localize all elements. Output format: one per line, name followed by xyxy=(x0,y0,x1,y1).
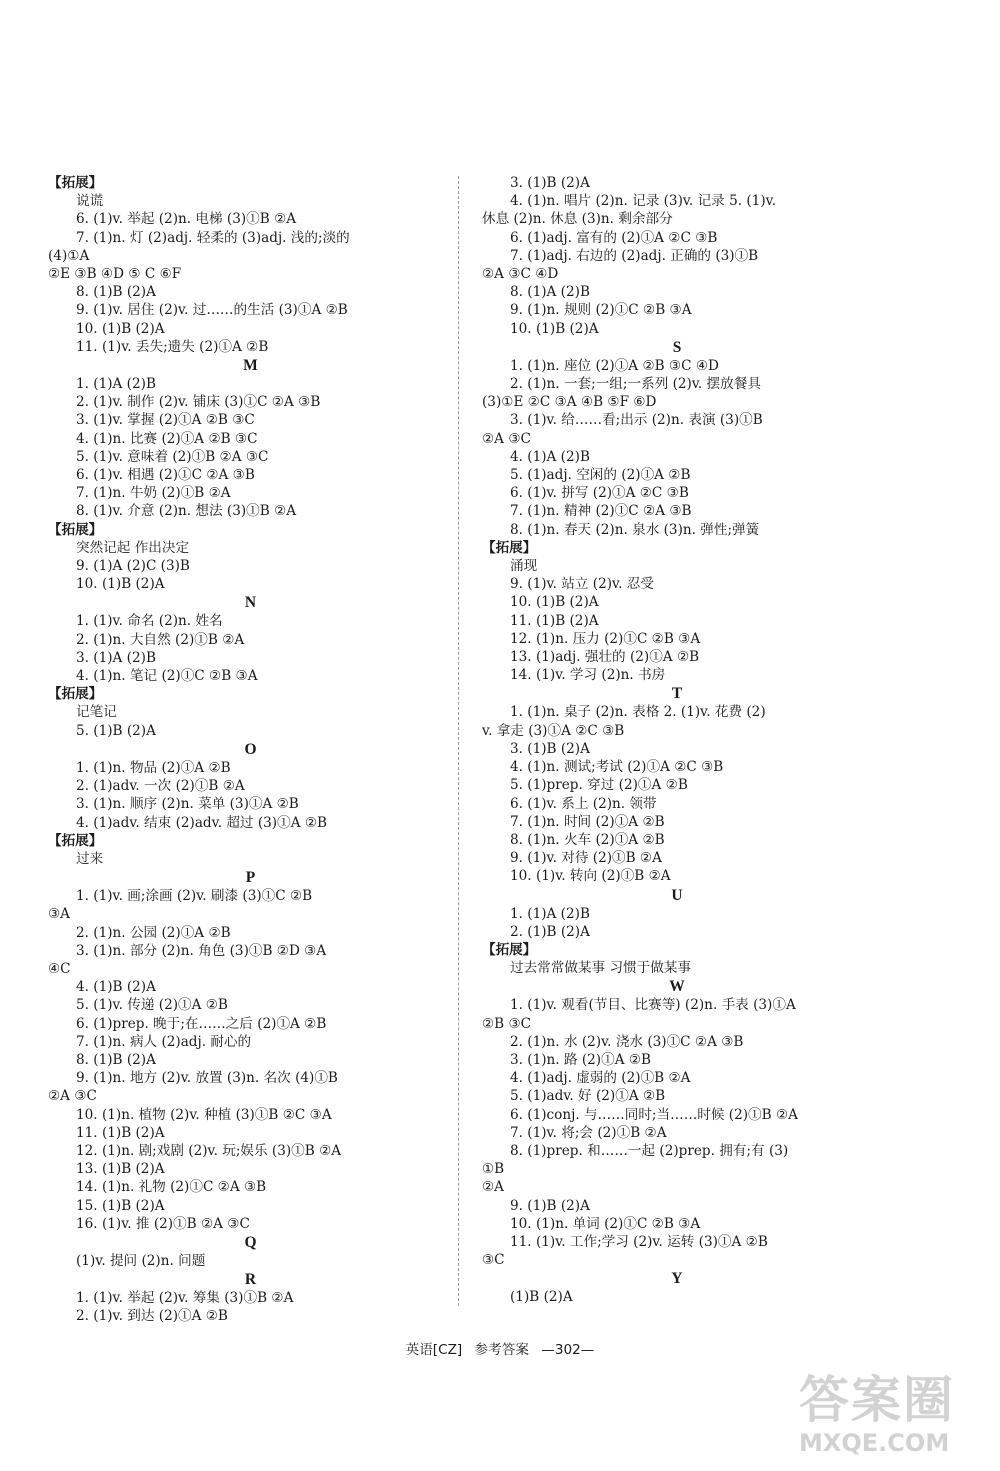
answer-line: ②A ③C xyxy=(48,1088,97,1105)
answer-line: 过去常常做某事 习惯于做某事 xyxy=(510,960,692,977)
answer-line: 8. (1)A (2)B xyxy=(510,284,590,301)
answer-line: 1. (1)A (2)B xyxy=(510,905,590,922)
answer-line: 2. (1)n. 大自然 (2)①B ②A xyxy=(76,631,245,648)
answer-line: 1. (1)n. 物品 (2)①A ②B xyxy=(76,759,231,776)
answer-line: 13. (1)B (2)A xyxy=(76,1161,165,1178)
answer-line: (1)B (2)A xyxy=(510,1289,573,1306)
answer-line: 2. (1)adv. 一次 (2)①B ②A xyxy=(76,778,245,795)
answer-line: 说谎 xyxy=(76,193,104,210)
answer-line: 9. (1)v. 居住 (2)v. 过……的生活 (3)①A ②B xyxy=(76,302,348,319)
answer-line: 4. (1)n. 唱片 (2)n. 记录 (3)v. 记录 5. (1)v. xyxy=(510,193,777,210)
answer-line: ②A ③C xyxy=(482,430,531,447)
section-letter: S xyxy=(672,338,682,356)
answer-line: ③A xyxy=(48,906,71,923)
answer-line: 7. (1)n. 灯 (2)adj. 轻柔的 (3)adj. 浅的;淡的 xyxy=(76,229,350,246)
answer-line: 2. (1)n. 公园 (2)①A ②B xyxy=(76,924,231,941)
answer-line: 14. (1)n. 礼物 (2)①C ②A ③B xyxy=(76,1179,267,1196)
answer-line: 3. (1)n. 路 (2)①A ②B xyxy=(510,1051,652,1068)
section-letter: N xyxy=(244,594,257,612)
column-divider xyxy=(458,176,459,1306)
section-heading: 【拓展】 xyxy=(482,941,537,958)
watermark-cn: 答案圈 xyxy=(799,1371,955,1429)
answer-line: (4)①A xyxy=(48,247,90,264)
answer-line: 1. (1)v. 举起 (2)v. 筹集 (3)①B ②A xyxy=(76,1290,294,1307)
right-column xyxy=(482,174,872,1307)
answer-line: 8. (1)prep. 和……一起 (2)prep. 拥有;有 (3) xyxy=(510,1142,789,1159)
answer-line: 2. (1)v. 到达 (2)①A ②B xyxy=(76,1308,228,1325)
answer-line: 5. (1)prep. 穿过 (2)①A ②B xyxy=(510,777,688,794)
answer-line: 4. (1)adj. 虚弱的 (2)①B ②A xyxy=(510,1070,691,1087)
answer-line: ④C xyxy=(48,960,71,977)
left-column xyxy=(48,174,453,1326)
section-letter: Y xyxy=(671,1270,683,1288)
answer-line: 2. (1)v. 制作 (2)v. 铺床 (3)①C ②A ③B xyxy=(76,394,321,411)
section-heading: 【拓展】 xyxy=(48,175,103,191)
answer-line: 10. (1)n. 单词 (2)①C ②B ③A xyxy=(510,1215,701,1232)
answer-line: 13. (1)adj. 强壮的 (2)①A ②B xyxy=(510,649,700,666)
footer-section: 参考答案 xyxy=(474,1342,529,1358)
page-footer xyxy=(0,1338,1000,1358)
answer-line: 8. (1)B (2)A xyxy=(76,284,156,301)
answer-line: 9. (1)v. 对待 (2)①B ②A xyxy=(510,850,662,867)
answer-line: 10. (1)n. 植物 (2)v. 种植 (3)①B ②C ③A xyxy=(76,1106,332,1123)
answer-line: 6. (1)adj. 富有的 (2)①A ②C ③B xyxy=(510,229,718,246)
answer-line: 10. (1)B (2)A xyxy=(510,320,599,337)
answer-line: 6. (1)v. 拼写 (2)①A ②C ③B xyxy=(510,485,689,502)
answer-line: 11. (1)B (2)A xyxy=(76,1124,165,1141)
answer-line: 12. (1)n. 压力 (2)①C ②B ③A xyxy=(510,630,701,647)
answer-line: 1. (1)v. 画;涂画 (2)v. 刷漆 (3)①C ②B xyxy=(76,888,313,905)
answer-line: 3. (1)n. 顺序 (2)n. 菜单 (3)①A ②B xyxy=(76,796,299,813)
section-heading: 【拓展】 xyxy=(482,539,537,556)
section-letter: O xyxy=(244,740,257,758)
answer-line: 4. (1)n. 测试;考试 (2)①A ②C ③B xyxy=(510,759,724,776)
answer-line: 15. (1)B (2)A xyxy=(76,1197,165,1214)
answer-line: 11. (1)B (2)A xyxy=(510,612,599,629)
footer-page-number: —302— xyxy=(541,1342,595,1358)
answer-line: 4. (1)n. 笔记 (2)①C ②B ③A xyxy=(76,668,258,685)
answer-line: 2. (1)n. 一套;一组;一系列 (2)v. 摆放餐具 xyxy=(510,376,761,393)
answer-line: 6. (1)v. 举起 (2)n. 电梯 (3)①B ②A xyxy=(76,211,297,228)
answer-line: 过来 xyxy=(76,850,104,867)
answer-line: 7. (1)v. 将;会 (2)①B ②A xyxy=(510,1124,667,1141)
answer-line: (1)v. 提问 (2)n. 问题 xyxy=(76,1252,206,1269)
answer-line: 6. (1)v. 系上 (2)n. 领带 xyxy=(510,795,657,812)
section-letter: R xyxy=(244,1271,257,1289)
answer-line: 4. (1)A (2)B xyxy=(510,448,590,465)
answer-line: 涌现 xyxy=(510,558,538,575)
answer-line: 1. (1)n. 座位 (2)①A ②B ③C ④D xyxy=(510,357,719,374)
answer-line: ②A xyxy=(482,1179,505,1196)
answer-line: 8. (1)B (2)A xyxy=(76,1051,156,1068)
answer-line: 10. (1)B (2)A xyxy=(76,576,165,593)
answer-line: (3)①E ②C ③A ④B ⑤F ⑥D xyxy=(482,394,657,411)
answer-line: 8. (1)n. 火车 (2)①A ②B xyxy=(510,831,665,848)
answer-line: 1. (1)n. 桌子 (2)n. 表格 2. (1)v. 花费 (2) xyxy=(510,704,766,721)
answer-line: 10. (1)B (2)A xyxy=(510,594,599,611)
answer-line: 休息 (2)n. 休息 (3)n. 剩余部分 xyxy=(482,211,673,228)
answer-line: 5. (1)adj. 空闲的 (2)①A ②B xyxy=(510,467,691,484)
answer-line: 9. (1)v. 站立 (2)v. 忍受 xyxy=(510,576,654,593)
answer-line: 5. (1)adv. 好 (2)①A ②B xyxy=(510,1088,666,1105)
answer-line: 10. (1)v. 转向 (2)①B ②A xyxy=(510,868,671,885)
answer-line: 5. (1)v. 传递 (2)①A ②B xyxy=(76,997,228,1014)
answer-line: 7. (1)adj. 右边的 (2)adj. 正确的 (3)①B xyxy=(510,247,759,264)
answer-line: 3. (1)B (2)A xyxy=(510,740,590,757)
answer-line: 12. (1)n. 剧;戏剧 (2)v. 玩;娱乐 (3)①B ②A xyxy=(76,1142,342,1159)
section-letter: M xyxy=(243,357,258,375)
section-letter: W xyxy=(669,978,685,996)
answer-line: 6. (1)conj. 与……同时;当……时候 (2)①B ②A xyxy=(510,1106,798,1123)
section-heading: 【拓展】 xyxy=(48,521,103,538)
section-heading: 【拓展】 xyxy=(48,686,103,703)
answer-line: 9. (1)B (2)A xyxy=(510,1197,590,1214)
answer-line: 1. (1)v. 观看(节目、比赛等) (2)n. 手表 (3)①A xyxy=(510,997,796,1014)
watermark-en: MXQE.COM xyxy=(799,1429,950,1457)
answer-line: 3. (1)B (2)A xyxy=(510,175,590,191)
answer-line: 4. (1)adv. 结束 (2)adv. 超过 (3)①A ②B xyxy=(76,814,328,831)
answer-line: 6. (1)prep. 晚于;在……之后 (2)①A ②B xyxy=(76,1015,327,1032)
answer-line: 6. (1)v. 相遇 (2)①C ②A ③B xyxy=(76,467,255,484)
answer-line: 5. (1)v. 意味着 (2)①B ②A ③C xyxy=(76,448,269,465)
section-letter: T xyxy=(671,685,683,703)
answer-line: 3. (1)A (2)B xyxy=(76,649,156,666)
answer-line: 8. (1)v. 介意 (2)n. 想法 (3)①B ②A xyxy=(76,503,297,520)
answer-line: 3. (1)n. 部分 (2)n. 角色 (3)①B ②D ③A xyxy=(76,942,327,959)
answer-line: 7. (1)n. 牛奶 (2)①B ②A xyxy=(76,485,231,502)
answer-line: 4. (1)B (2)A xyxy=(76,979,156,996)
answer-line: 1. (1)A (2)B xyxy=(76,376,156,393)
footer-subject: 英语[CZ] xyxy=(405,1342,463,1358)
answer-line: 1. (1)v. 命名 (2)n. 姓名 xyxy=(76,613,223,630)
answer-line: 记笔记 xyxy=(76,704,117,721)
answer-line: ②B ③C xyxy=(482,1015,532,1032)
answer-line: 14. (1)v. 学习 (2)n. 书房 xyxy=(510,667,666,684)
section-letter: Q xyxy=(244,1233,257,1251)
answer-line: 9. (1)n. 地方 (2)v. 放置 (3)n. 名次 (4)①B xyxy=(76,1070,338,1087)
answer-line: 9. (1)n. 规则 (2)①C ②B ③A xyxy=(510,302,692,319)
answer-line: 2. (1)n. 水 (2)v. 浇水 (3)①C ②A ③B xyxy=(510,1033,744,1050)
answer-line: ①B xyxy=(482,1161,505,1178)
answer-line: ③C xyxy=(482,1252,505,1269)
answer-line: 8. (1)n. 春天 (2)n. 泉水 (3)n. 弹性;弹簧 xyxy=(510,521,760,538)
answer-line: 3. (1)v. 给……看;出示 (2)n. 表演 (3)①B xyxy=(510,412,763,429)
answer-line: 突然记起 作出决定 xyxy=(76,539,190,556)
section-letter: P xyxy=(245,869,256,887)
watermark-logo xyxy=(799,1371,984,1463)
answer-line: 7. (1)n. 病人 (2)adj. 耐心的 xyxy=(76,1033,252,1050)
answer-line: 7. (1)n. 时间 (2)①A ②B xyxy=(510,813,665,830)
answer-line: 9. (1)A (2)C (3)B xyxy=(76,558,190,575)
answer-line: 11. (1)v. 工作;学习 (2)v. 运转 (3)①A ②B xyxy=(510,1233,768,1250)
answer-line: 3. (1)v. 掌握 (2)①A ②B ③C xyxy=(76,412,255,429)
section-heading: 【拓展】 xyxy=(48,832,103,849)
answer-line: 2. (1)B (2)A xyxy=(510,923,590,940)
section-letter: U xyxy=(671,886,683,904)
answer-line: ②E ③B ④D ⑤ C ⑥F xyxy=(48,266,182,283)
answer-line: 11. (1)v. 丢失;遗失 (2)①A ②B xyxy=(76,338,269,355)
answer-line: 10. (1)B (2)A xyxy=(76,320,165,337)
answer-line: 7. (1)n. 精神 (2)①C ②A ③B xyxy=(510,503,692,520)
answer-line: 4. (1)n. 比赛 (2)①A ②B ③C xyxy=(76,430,258,447)
answer-line: 16. (1)v. 推 (2)①B ②A ③C xyxy=(76,1215,250,1232)
answer-line: 5. (1)B (2)A xyxy=(76,722,156,739)
answer-line: ②A ③C ④D xyxy=(482,266,559,283)
answer-line: v. 拿走 (3)①A ②C ③B xyxy=(482,722,625,739)
